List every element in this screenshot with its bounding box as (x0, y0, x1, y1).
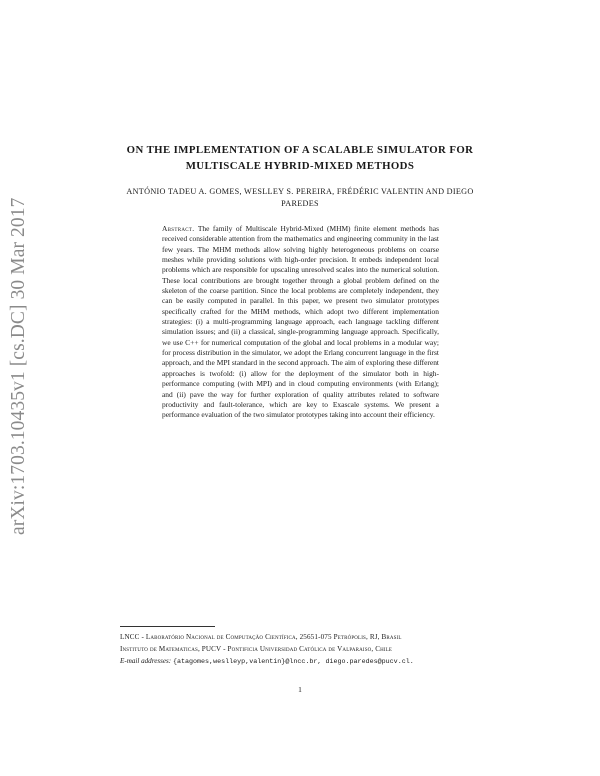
email-addresses: {atagomes,weslleyp,valentin}@lncc.br, diego.paredes@pucv.cl. (172, 658, 414, 666)
affiliation-lncc: LNCC - Laboratório Nacional de Computação Científica, 25651-075 Petrópolis, RJ, Brasil (120, 633, 402, 641)
affiliation-pucv: Instituto de Matematicas, PUCV - Pontificia Universidad Católica de Valparaiso, Chile (120, 645, 393, 653)
footnotes (120, 632, 478, 669)
paper-title: ON THE IMPLEMENTATION OF A SCALABLE SIMULATOR FOR MULTISCALE HYBRID-MIXED METHODS (126, 144, 474, 172)
abstract-text: The family of Multiscale Hybrid-Mixed (MHM) finite element methods has received considerable attention from the mathematics and engineering community in the last few years. The MHM methods allow solving highly heterogeneous problems on coarse meshes while providing solutions with high-order precision. It embeds independent local problems which are responsible for upscaling unresolved scales into the numerical solution. These local contributions are brought together through a global problem defined on the skeleton of the coarse partition. Since the local problems are completely independent, they can be easily computed in parallel. In this paper, we present two simulator prototypes specifically crafted for the MHM methods, which adopt two different implementation strategies: (i) a multi-programming language approach, each language tackling different simulation issues; and (ii) a classical, single-programming language approach. Specifically, we use C++ for numerical computation of the global and local problems in a modular way; for process distribution in the simulator, we adopt the Erlang concurrent language in the first approach, and the MPI standard in the second approach. The aim of exploring these different approaches is twofold: (i) allow for the deployment of the simulator both in high-performance computing (with MPI) and in cloud computing environments (with Erlang); and (ii) pave the way for further exploration of quality attributes related to software productivity and fault-tolerance, which are key to Exascale systems. We present a performance evaluation of the two simulator prototypes taking into account their efficiency. (162, 224, 439, 420)
email-line (120, 656, 478, 667)
author-list: ANTÓNIO TADEU A. GOMES, WESLLEY S. PEREIRA, FRÉDÉRIC VALENTIN AND DIEGO PAREDES (126, 187, 474, 208)
page-number: 1 (298, 685, 302, 694)
abstract-label: Abstract. (162, 224, 195, 233)
footnote-rule (120, 626, 215, 627)
arxiv-identifier-stamp: arXiv:1703.10435v1 [cs.DC] 30 Mar 2017 (8, 197, 29, 535)
abstract (162, 224, 439, 421)
email-label: E-mail addresses: (120, 657, 172, 665)
